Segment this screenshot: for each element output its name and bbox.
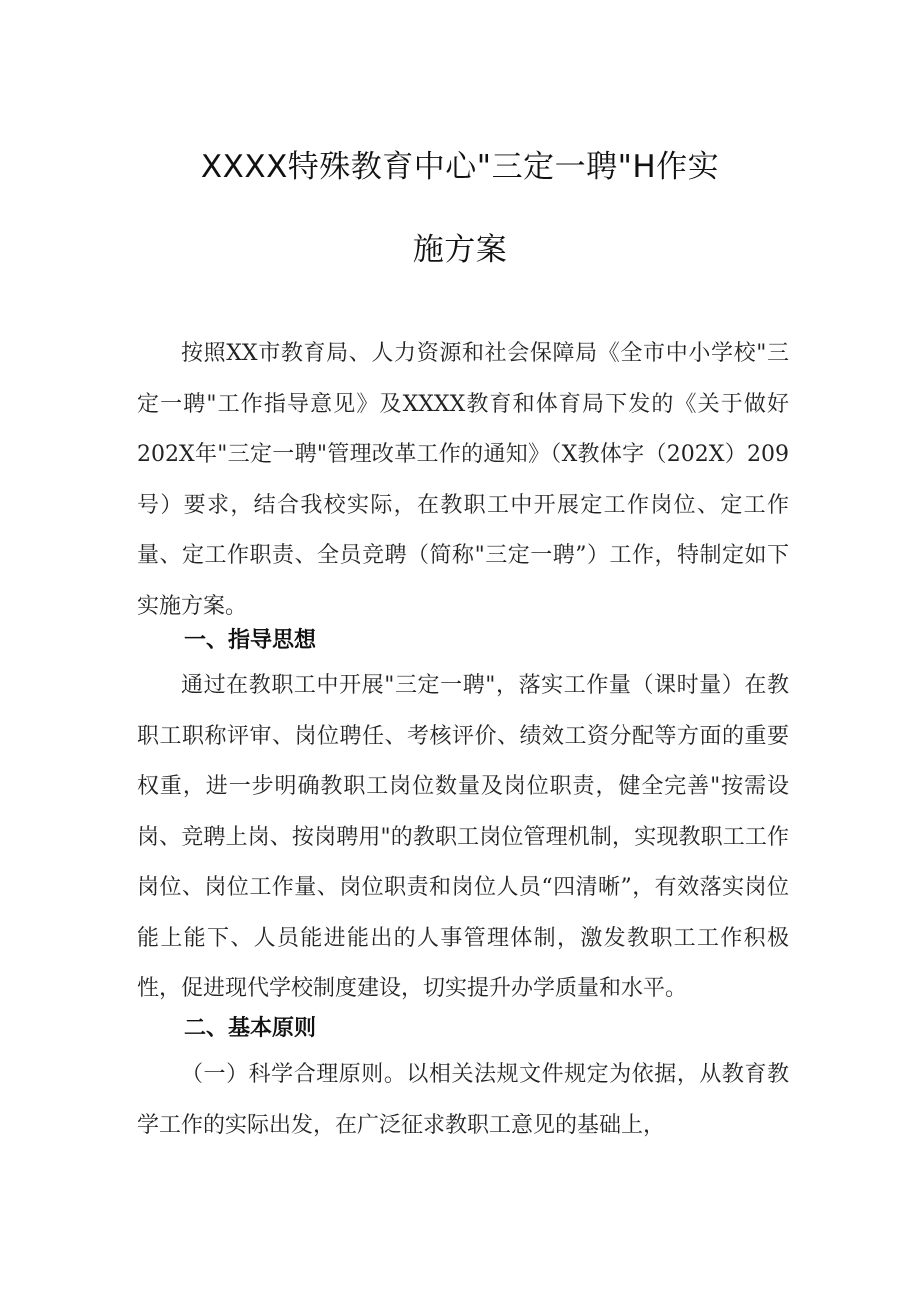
document-title-line-1: XXXX特殊教育中心"三定一聘"H作实 [200,149,720,185]
document-title-line-2: 施方案 [412,232,508,268]
intro-paragraph: 按照XX市教育局、人力资源和社会保障局《全市中小学校"三定一聘"工作指导意见》及XXXX教育和体育局下发的《关于做好202X年"三定一聘"管理改革工作的通知》（X教体字（202X）209号）要求，结合我校实际，在教职工中开展定工作岗位、定工作量、定工作职责、全员竞聘（简称"三定一聘”）工作，特制定如下实施方案。 [137,341,789,619]
section-heading-basic-principles: 二、基本原则 [184,1016,317,1041]
section-paragraph-basic-principles: （一）科学合理原则。以相关法规文件规定为依据，从教育教学工作的实际出发，在广泛征求教职工意见的基础上， [137,1062,789,1138]
section-heading-guiding-ideology: 一、指导思想 [184,628,317,653]
section-paragraph-guiding-ideology: 通过在教职工中开展"三定一聘"，落实工作量（课时量）在教职工职称评审、岗位聘任、考核评价、绩效工资分配等方面的重要权重，进一步明确教职工岗位数量及岗位职责，健全完善"按需设岗、竞聘上岗、按岗聘用"的教职工岗位管理机制，实现教职工工作岗位、岗位工作量、岗位职责和岗位人员“四清晰”，有效落实岗位能上能下、人员能进能出的人事管理体制，激发教职工工作积极性，促进现代学校制度建设，切实提升办学质量和水平。 [137,673,789,1001]
